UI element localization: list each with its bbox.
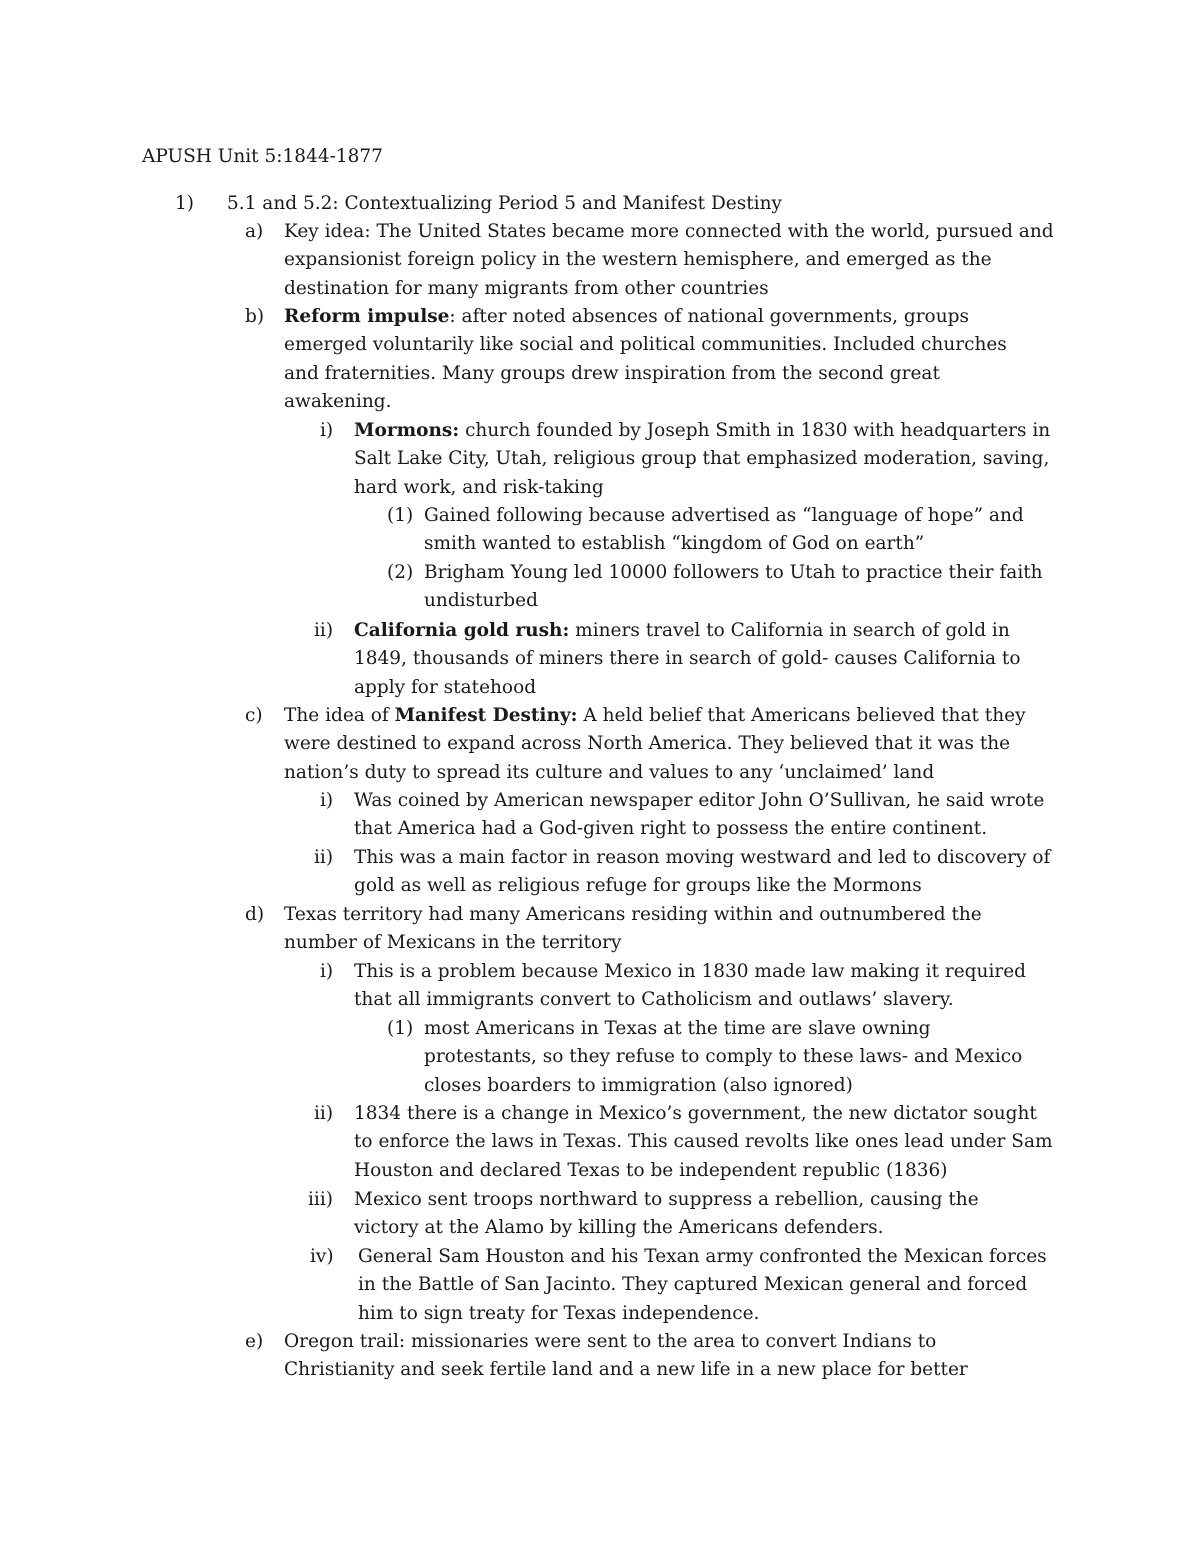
item-a-text: Key idea: The United States became more connected with the world, pursued and expansionist foreign policy in the western hemisphere, and emerged as the destination for many migrants from other countries	[284, 221, 1054, 299]
document-title: APUSH Unit 5:1844-1877	[142, 146, 383, 167]
item-b-i-text: church founded by Joseph Smith in 1830 with headquarters in Salt Lake City, Utah, religious group that emphasized moderation, saving, hard work, and risk-taking	[354, 420, 1051, 498]
list-marker-d-iv: iv)	[310, 1246, 334, 1267]
item-b-ii-text: miners travel to California in search of gold in 1849, thousands of miners there in search of gold- causes California to apply for statehood	[354, 620, 1021, 698]
item-d-ii-text: 1834 there is a change in Mexico’s government, the new dictator sought to enforce the laws in Texas. This caused revolts like ones lead under Sam Houston and declared Texas to be independent republic (1836)	[354, 1103, 1053, 1181]
list-marker-d-i-1: (1)	[387, 1018, 414, 1039]
item-b-i	[354, 417, 1054, 502]
list-marker-c: c)	[245, 705, 263, 726]
list-marker-b-i-1: (1)	[387, 505, 414, 526]
item-b-i-1-text: Gained following because advertised as “language of hope” and smith wanted to establish “kingdom of God on earth”	[424, 505, 1024, 555]
list-marker-c-ii: ii)	[314, 847, 334, 868]
list-marker-d-iii: iii)	[308, 1189, 333, 1210]
item-c-text-before: The idea of	[284, 705, 395, 726]
list-marker-d-i: i)	[320, 961, 334, 982]
item-c	[284, 702, 1044, 787]
list-marker-d-ii: ii)	[314, 1103, 334, 1124]
item-b-i-2-text: Brigham Young led 10000 followers to Utah to practice their faith undisturbed	[424, 562, 1043, 612]
list-marker-e: e)	[245, 1331, 264, 1352]
list-marker-a: a)	[245, 221, 264, 242]
item-d-iv-text: General Sam Houston and his Texan army confronted the Mexican forces in the Battle of San Jacinto. They captured Mexican general and forced him to sign treaty for Texas independence.	[358, 1246, 1047, 1324]
list-marker-b-i: i)	[320, 420, 334, 441]
list-marker-b-i-2: (2)	[387, 562, 414, 583]
list-marker-c-i: i)	[320, 790, 334, 811]
item-d-text: Texas territory had many Americans residing within and outnumbered the number of Mexicans in the territory	[284, 904, 982, 954]
list-marker-b-ii: ii)	[314, 620, 334, 641]
term-manifest-destiny: Manifest Destiny:	[394, 705, 578, 726]
term-reform-impulse: Reform impulse	[284, 306, 450, 327]
item-b	[284, 303, 1029, 417]
list-marker-d: d)	[245, 904, 265, 925]
item-e-text: Oregon trail: missionaries were sent to the area to convert Indians to Christianity and seek fertile land and a new life in a new place for better	[284, 1331, 968, 1381]
item-c-ii-text: This was a main factor in reason moving westward and led to discovery of gold as well as religious refuge for groups like the Mormons	[354, 847, 1051, 897]
item-c-text-after: A held belief that Americans believed that they were destined to expand across North America. They believed that it was the nation’s duty to spread its culture and values to any ‘unclaimed’ land	[284, 705, 1026, 783]
list-marker-1: 1)	[175, 193, 194, 214]
item-d-i-1-text: most Americans in Texas at the time are slave owning protestants, so they refuse to comply to these laws- and Mexico closes boarders to immigration (also ignored)	[424, 1018, 1023, 1096]
list-marker-b: b)	[245, 306, 265, 327]
item-c-i-text: Was coined by American newspaper editor John O’Sullivan, he said wrote that America had a God-given right to possess the entire continent.	[354, 790, 1045, 840]
item-d-i-text: This is a problem because Mexico in 1830 made law making it required that all immigrants convert to Catholicism and outlaws’ slavery.	[354, 961, 1026, 1011]
section-1-heading: 5.1 and 5.2: Contextualizing Period 5 and Manifest Destiny	[227, 193, 782, 214]
term-mormons: Mormons:	[354, 420, 460, 441]
term-california-gold-rush: California gold rush:	[354, 620, 570, 641]
item-b-ii	[354, 617, 1049, 702]
item-b-text: : after noted absences of national governments, groups emerged voluntarily like social and political communities. Included churches and fraternities. Many groups drew inspiration from the second great awakening.	[284, 306, 1007, 413]
item-d-iii-text: Mexico sent troops northward to suppress a rebellion, causing the victory at the Alamo by killing the Americans defenders.	[354, 1189, 979, 1239]
